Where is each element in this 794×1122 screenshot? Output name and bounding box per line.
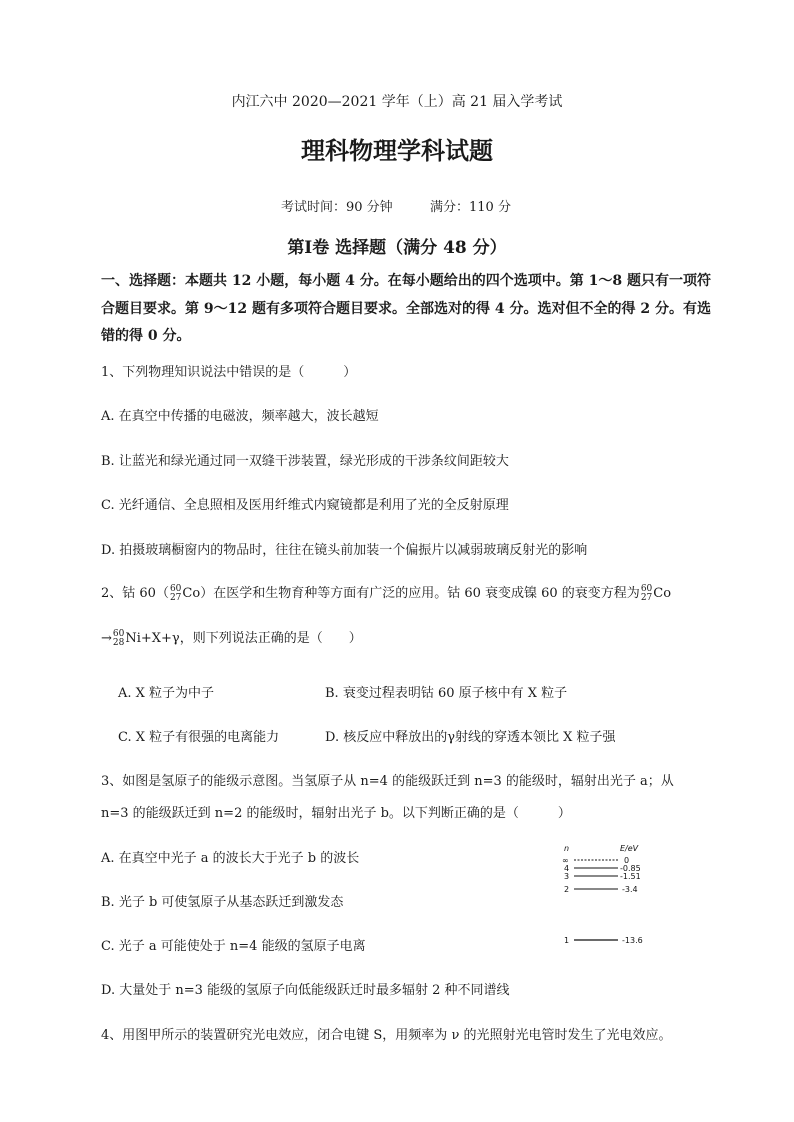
question-3-option-a: A. 在真空中光子 a 的波长大于光子 b 的波长: [101, 851, 360, 866]
ni60-isotope-notation: [113, 630, 124, 648]
level-3-energy: -1.51: [620, 872, 641, 881]
ni-mass-number: 60: [112, 628, 125, 639]
co-atomic-number: 27: [169, 592, 182, 603]
q2-stem-part-a: 2、钴 60（: [101, 586, 169, 601]
instruction-line-1: 一、选择题：本题共 12 小题，每小题 4 分。在每小题给出的四个选项中。第 1～8 题只有一项符: [101, 273, 711, 289]
hydrogen-energy-level-diagram: [560, 840, 660, 950]
q2-stem-part-b: ）在医学和生物育种等方面有广泛的应用。钴 60 衰变成镍 60 的衰变方程为: [200, 586, 640, 601]
question-3-stem-line-2: n=3 的能级跃迁到 n=2 的能级时，辐射出光子 b。以下判断正确的是（ ）: [101, 806, 571, 821]
co60-isotope-notation-2: [641, 585, 652, 603]
co-mass-number: 60: [169, 583, 182, 594]
question-2-option-d: D. 核反应中释放出的γ射线的穿透本领比 X 粒子强: [325, 730, 616, 745]
level-inf-n: ∞: [562, 856, 569, 865]
question-3-option-b: B. 光子 b 可使氢原子从基态跃迁到激发态: [101, 895, 344, 910]
arrow-symbol: →: [101, 631, 112, 646]
section-title: 第Ⅰ卷 选择题（满分 48 分）: [287, 238, 507, 258]
question-1-option-a: A. 在真空中传播的电磁波，频率越大，波长越短: [101, 409, 379, 424]
co-atomic-number-2: 27: [640, 592, 653, 603]
level-1-energy: -13.6: [622, 936, 643, 945]
co60-isotope-notation: [170, 585, 181, 603]
level-inf-energy: 0: [624, 856, 630, 865]
co-mass-number-2: 60: [640, 583, 653, 594]
exam-title: 理科物理学科试题: [301, 136, 493, 165]
q2-stem-part-c: Ni+X+γ，则下列说法正确的是（ ）: [125, 631, 362, 646]
co-symbol-2: Co: [653, 586, 672, 601]
level-2-n: 2: [564, 885, 570, 894]
question-3-option-d: D. 大量处于 n=3 能级的氢原子向低能级跃迁时最多辐射 2 种不同谱线: [101, 983, 510, 998]
question-3-stem-line-1: 3、如图是氢原子的能级示意图。当氢原子从 n=4 的能级跃迁到 n=3 的能级时，辐射出光子 a；从: [101, 774, 674, 789]
question-2-option-a: A. X 粒子为中子: [118, 686, 215, 701]
instruction-line-3: 错的得 0 分。: [101, 328, 191, 344]
instruction-line-2: 合题目要求。第 9～12 题有多项符合题目要求。全部选对的得 4 分。选对但不全的得 2 分。有选: [101, 301, 711, 317]
exam-time: 考试时间：90 分钟: [281, 200, 393, 215]
question-2-stem-line-2: [101, 627, 362, 648]
question-1-option-b: B. 让蓝光和绿光通过同一双缝干涉装置，绿光形成的干涉条纹间距较大: [101, 454, 509, 469]
exam-score: 满分：110 分: [430, 200, 511, 215]
question-1-option-c: C. 光纤通信、全息照相及医用纤维式内窥镜都是利用了光的全反射原理: [101, 498, 509, 513]
co-symbol: Co: [182, 586, 201, 601]
question-2-stem-line-1: [101, 582, 671, 603]
level-4-energy: -0.85: [620, 864, 641, 873]
exam-header-line: 内江六中 2020—2021 学年（上）高 21 届入学考试: [231, 94, 563, 110]
level-3-n: 3: [564, 872, 570, 881]
ni-atomic-number: 28: [112, 637, 125, 648]
diagram-energy-label: E/eV: [620, 844, 639, 853]
question-1-stem: 1、下列物理知识说法中错误的是（ ）: [101, 365, 357, 380]
question-2-option-b: B. 衰变过程表明钴 60 原子核中有 X 粒子: [325, 686, 568, 701]
question-3-option-c: C. 光子 a 可能使处于 n=4 能级的氢原子电离: [101, 939, 366, 954]
diagram-n-label: n: [564, 844, 570, 853]
level-2-energy: -3.4: [622, 885, 638, 894]
level-1-n: 1: [564, 936, 570, 945]
question-4-stem: 4、用图甲所示的装置研究光电效应，闭合电键 S，用频率为 ν 的光照射光电管时发生了光电效应。: [101, 1028, 672, 1043]
question-1-option-d: D. 拍摄玻璃橱窗内的物品时，往往在镜头前加装一个偏振片以减弱玻璃反射光的影响: [101, 543, 588, 558]
level-4-n: 4: [564, 864, 570, 873]
question-2-option-c: C. X 粒子有很强的电离能力: [118, 730, 280, 745]
